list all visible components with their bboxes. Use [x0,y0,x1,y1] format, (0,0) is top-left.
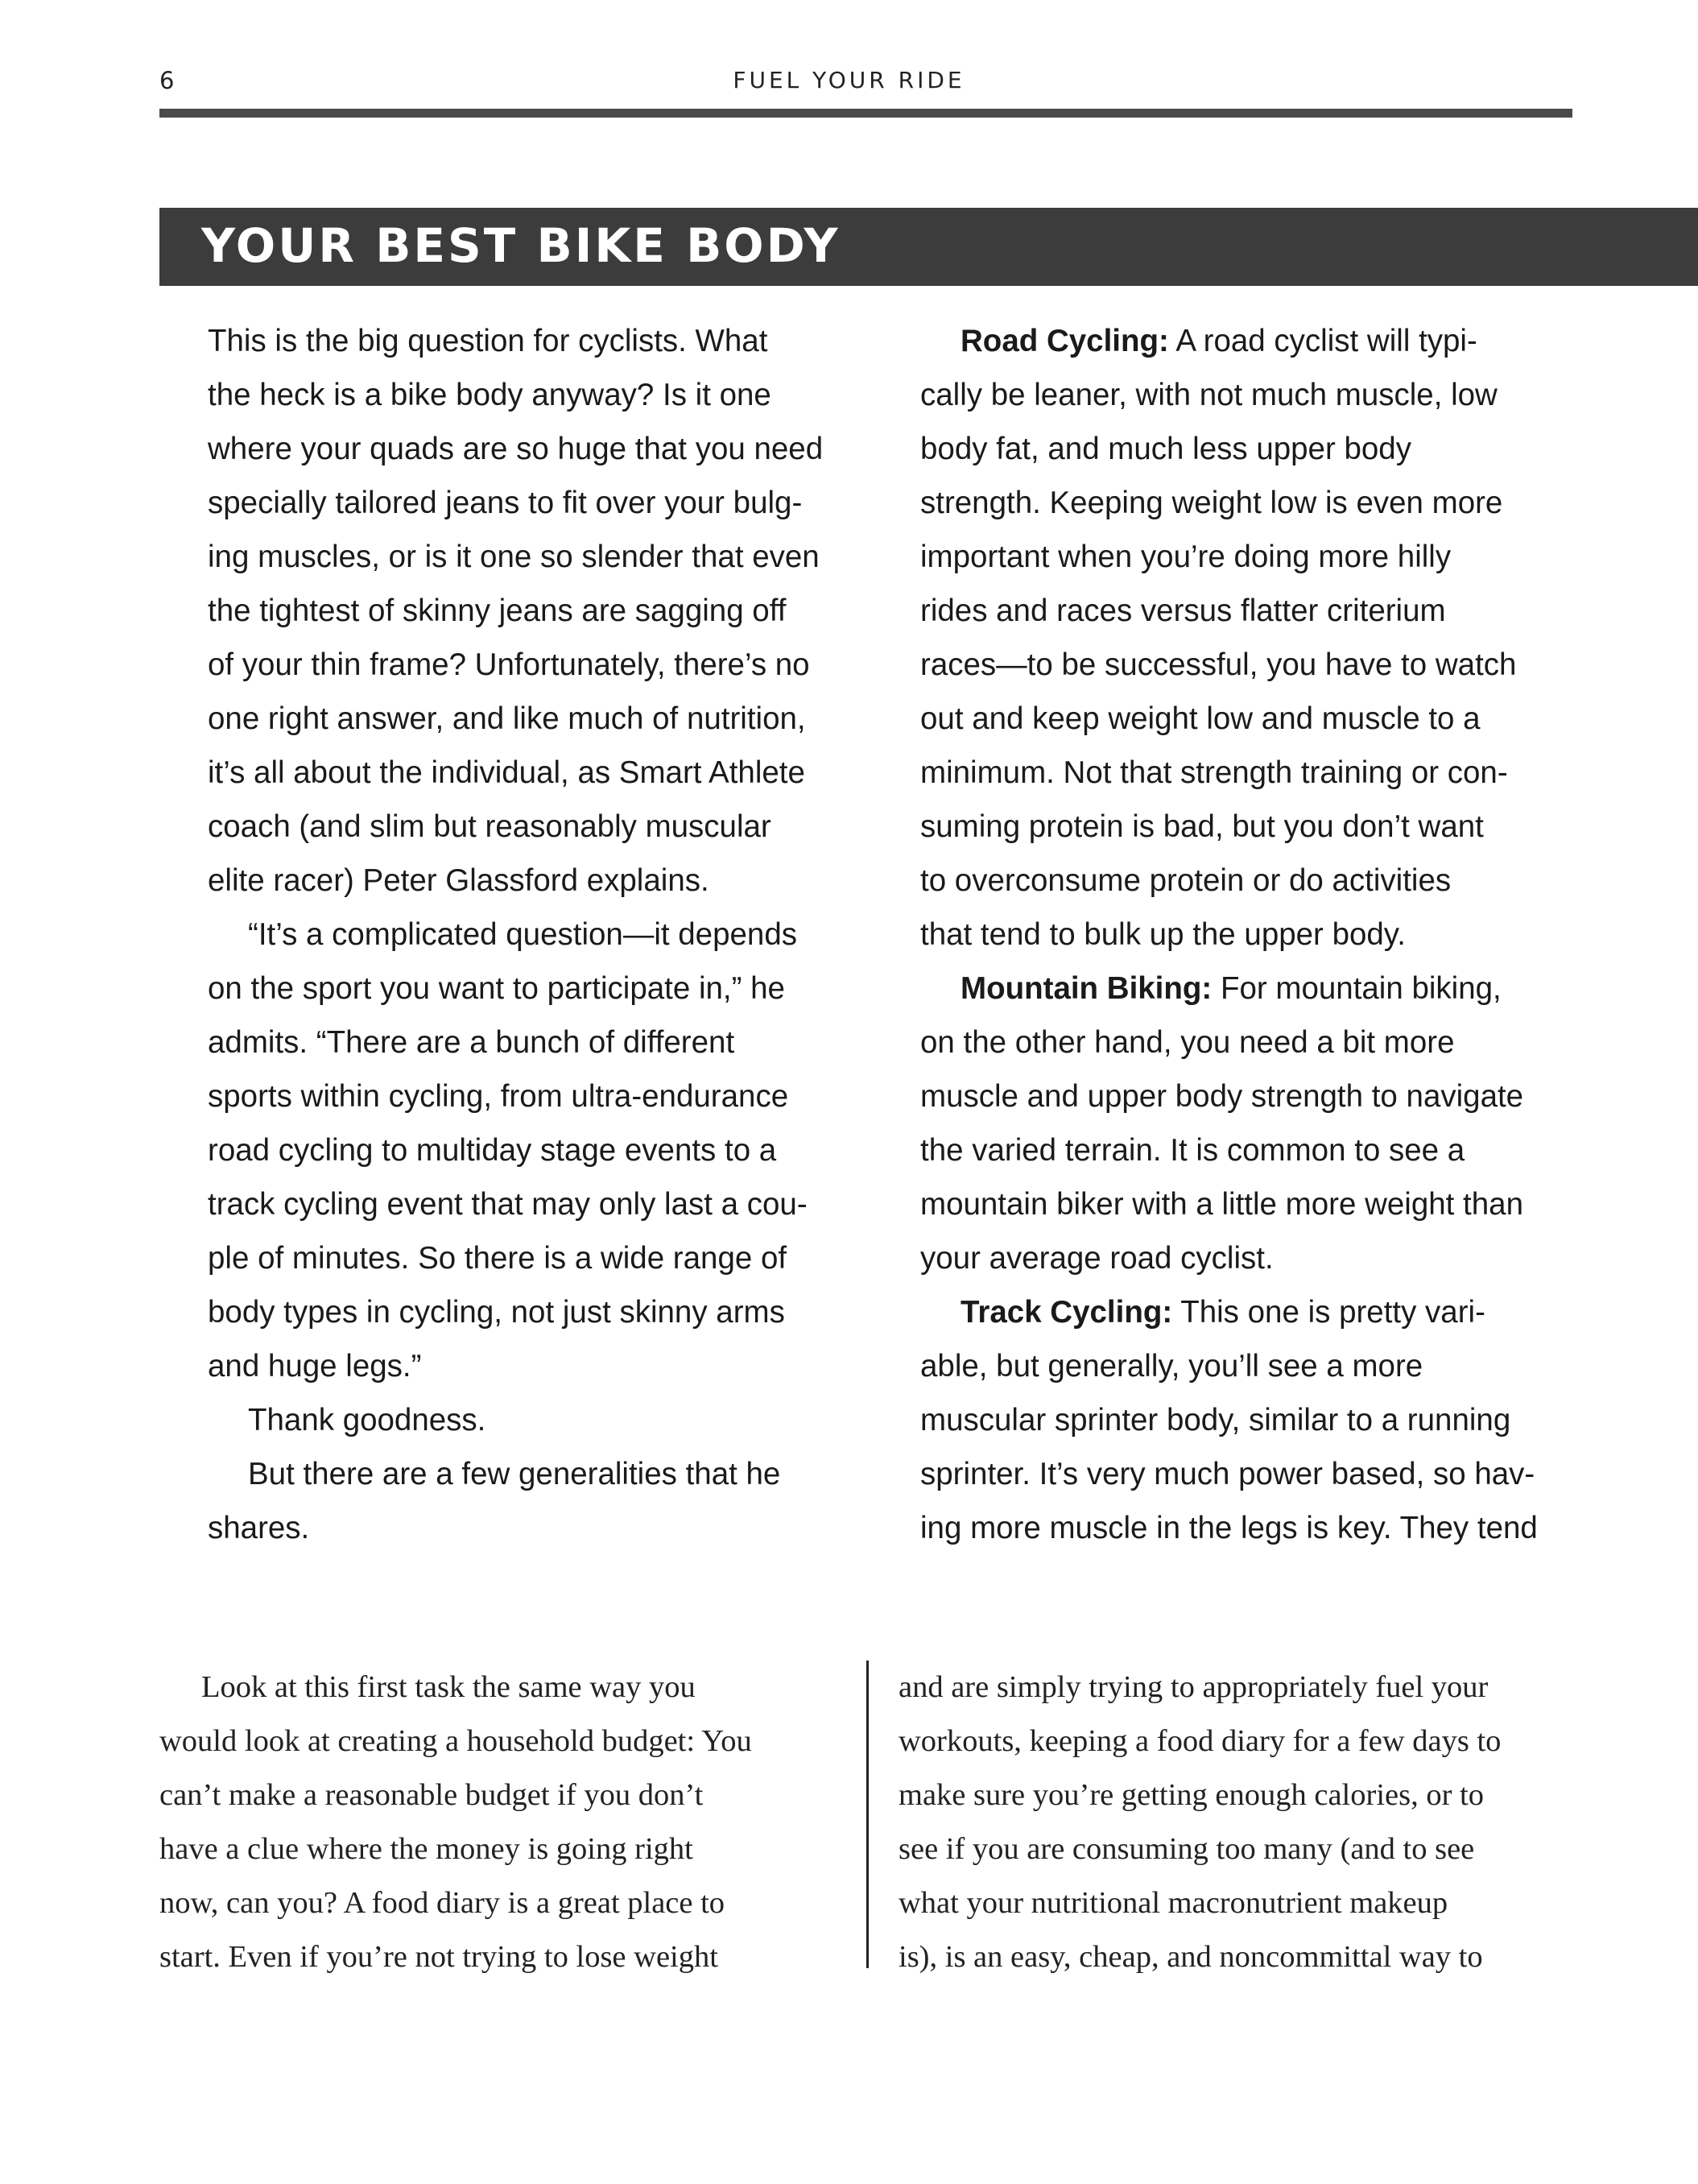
sidebar-left-column [208,314,916,1555]
text-line: mountain biker with a little more weight than [920,1187,1523,1222]
text-line: can’t make a reasonable budget if you don’t [159,1778,704,1812]
text-line: Thank goodness. [248,1403,486,1437]
track-cycling-line [920,1285,1698,1339]
text-line: important when you’re doing more hilly [920,540,1452,574]
text-line: races—to be successful, you have to watch [920,647,1517,682]
text-line: muscle and upper body strength to navigate [920,1079,1524,1114]
text-line: and huge legs.” [208,1349,422,1384]
sidebar-right-column [920,314,1698,1555]
text-line: one right answer, and like much of nutrition, [208,701,806,736]
text-line: ing more muscle in the legs is key. They tend [920,1511,1538,1545]
text-line: of your thin frame? Unfortunately, there’s no [208,647,810,682]
sidebar-title: YOUR BEST BIKE BODY [201,218,841,273]
text-line: sprinter. It’s very much power based, so hav- [920,1457,1535,1491]
text-line: Look at this first task the same way you [201,1670,696,1704]
text-line: start. Even if you’re not trying to lose weight [159,1940,718,1974]
text-line: the varied terrain. It is common to see a [920,1133,1465,1168]
text-line: body fat, and much less upper body [920,432,1411,466]
column-divider [866,1661,869,1968]
text-line: the tightest of skinny jeans are sagging off [208,594,787,628]
sidebar-title-bar [159,208,1698,286]
running-head: FUEL YOUR RIDE [733,67,965,93]
text-line: For mountain biking, [1220,971,1502,1006]
text-line: rides and races versus flatter criterium [920,594,1446,628]
road-cycling-label: Road Cycling: [961,324,1169,358]
text-line: cally be leaner, with not much muscle, low [920,378,1498,412]
text-line: sports within cycling, from ultra-endurance [208,1079,789,1114]
text-line: “It’s a complicated question—it depends [248,917,797,952]
text-line: your average road cyclist. [920,1241,1274,1276]
text-line: body types in cycling, not just skinny arms [208,1295,785,1330]
track-cycling-label: Track Cycling: [961,1295,1173,1330]
text-line: that tend to bulk up the upper body. [920,917,1406,952]
mountain-biking-label: Mountain Biking: [961,971,1213,1006]
text-line: on the sport you want to participate in,” he [208,971,785,1006]
text-line: have a clue where the money is going right [159,1832,693,1866]
text-line: would look at creating a household budget: You [159,1724,752,1758]
text-line: on the other hand, you need a bit more [920,1025,1455,1060]
text-line: muscular sprinter body, similar to a running [920,1403,1511,1437]
main-text-right-column [899,1661,1583,1984]
text-line: track cycling event that may only last a cou- [208,1187,808,1222]
text-line: elite racer) Peter Glassford explains. [208,863,709,898]
text-line: out and keep weight low and muscle to a [920,701,1481,736]
text-line: where your quads are so huge that you need [208,432,824,466]
text-line: the heck is a bike body anyway? Is it one [208,378,771,412]
text-line: see if you are consuming too many (and to see [899,1832,1475,1866]
text-line: now, can you? A food diary is a great place to [159,1886,725,1920]
text-line: suming protein is bad, but you don’t want [920,809,1484,844]
text-line: ing muscles, or is it one so slender that even [208,540,820,574]
main-text-left-column [159,1661,844,1984]
text-line: make sure you’re getting enough calories, or to [899,1778,1484,1812]
text-line: This one is pretty vari- [1180,1295,1485,1330]
text-line: strength. Keeping weight low is even more [920,486,1503,520]
text-line: minimum. Not that strength training or con- [920,755,1508,790]
mountain-biking-line [920,962,1698,1015]
text-line: But there are a few generalities that he [248,1457,781,1491]
page-number: 6 [159,67,175,94]
text-line: is), is an easy, cheap, and noncommittal way to [899,1940,1483,1974]
text-line: This is the big question for cyclists. What [208,324,768,358]
text-line: coach (and slim but reasonably muscular [208,809,771,844]
text-line: A road cyclist will typi- [1175,324,1477,358]
text-line: what your nutritional macronutrient makeup [899,1886,1448,1920]
text-line: to overconsume protein or do activities [920,863,1452,898]
text-line: ple of minutes. So there is a wide range of [208,1241,787,1276]
header-rule [159,109,1572,118]
text-line: able, but generally, you’ll see a more [920,1349,1423,1384]
text-line: specially tailored jeans to fit over your bulg- [208,486,803,520]
road-cycling-line [920,314,1698,368]
text-line: workouts, keeping a food diary for a few days to [899,1724,1502,1758]
text-line: shares. [208,1511,310,1545]
text-line: it’s all about the individual, as Smart Athlete [208,755,805,790]
text-line: road cycling to multiday stage events to a [208,1133,777,1168]
text-line: admits. “There are a bunch of different [208,1025,735,1060]
text-line: and are simply trying to appropriately fuel your [899,1670,1489,1704]
sidebar-box [159,208,1698,1593]
